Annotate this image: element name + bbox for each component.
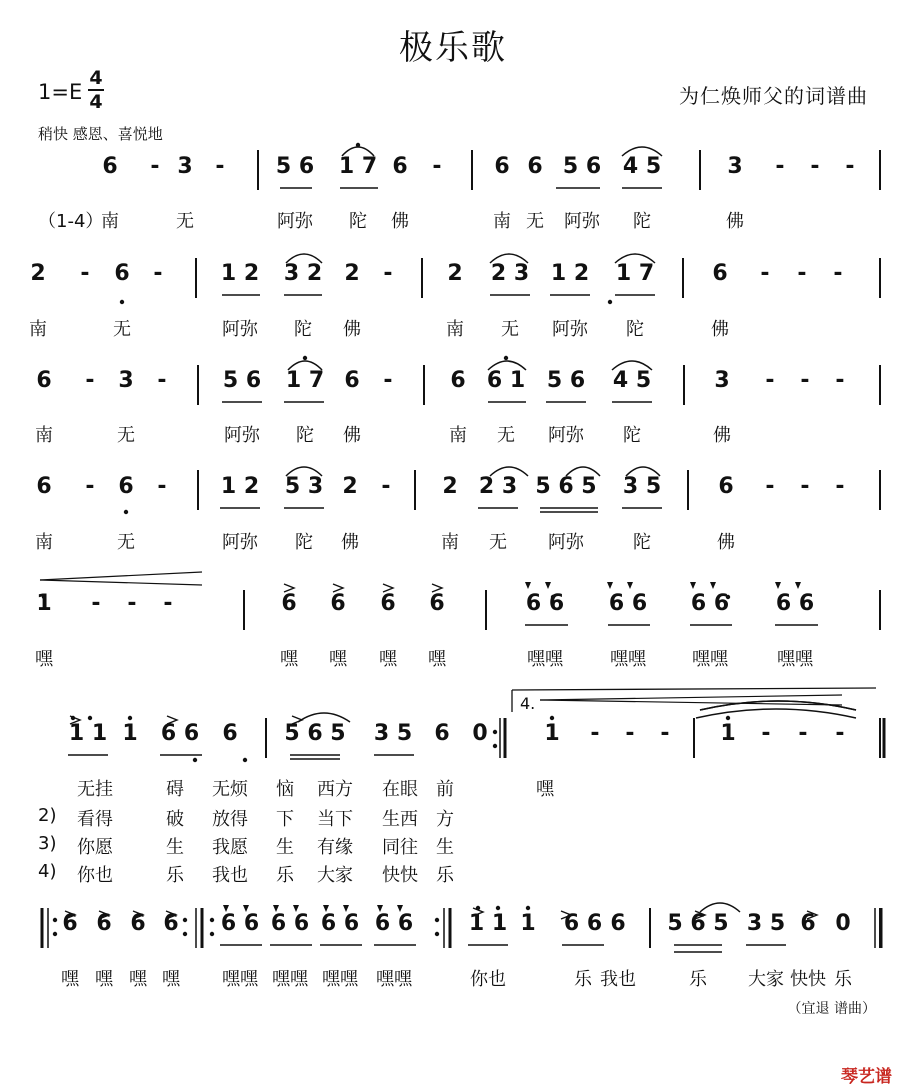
time-numerator: 4	[89, 67, 103, 89]
note: 1 1	[68, 721, 108, 746]
note: 6	[610, 911, 626, 936]
dash: -	[85, 368, 95, 393]
note: 6 6	[690, 591, 730, 616]
staccato-mark	[627, 582, 633, 589]
lyric-syllable: 无	[501, 319, 519, 340]
dash: -	[157, 368, 167, 393]
key-signature: 1=E	[38, 80, 83, 104]
crescendo-hairpin	[540, 700, 842, 705]
note: 6	[434, 721, 450, 746]
note: 5 6	[222, 368, 262, 393]
note: 6	[494, 154, 510, 179]
lyric-syllable: 陀	[626, 319, 644, 340]
lyric-syllable: 快快	[790, 969, 826, 990]
staccato-mark	[690, 582, 696, 589]
lyric-syllable: 无	[117, 532, 135, 553]
note: 6	[392, 154, 408, 179]
lyric-syllable: 陀	[633, 211, 651, 232]
lyric-syllable: 佛	[711, 319, 729, 340]
lyric-syllable: 南	[449, 425, 467, 446]
note: 1 7	[338, 154, 378, 179]
note: 6	[36, 368, 52, 393]
lyric-syllable: 大家	[748, 969, 784, 990]
dash: -	[383, 368, 393, 393]
note: 6 6	[374, 911, 414, 936]
lyric-syllable: 在眼	[382, 779, 418, 800]
lyric-syllable: 乐	[574, 969, 592, 990]
lyric-syllable: 嘿嘿	[692, 649, 728, 670]
lyric-syllable: 我愿	[212, 837, 248, 858]
lyric-syllable: 嘿	[95, 969, 113, 990]
note: 3	[118, 368, 134, 393]
lyric-syllable: 阿弥	[224, 425, 260, 446]
lyric-syllable: 无	[113, 319, 131, 340]
lyric-syllable: 3)	[38, 833, 57, 854]
octave-dot	[496, 906, 500, 910]
lyric-syllable: 阿弥	[548, 532, 584, 553]
song-title: 极乐歌	[399, 28, 507, 68]
staccato-mark	[775, 582, 781, 589]
dash: -	[91, 591, 101, 616]
lyric-syllable: 乐	[166, 865, 184, 886]
lyric-syllable: 南	[446, 319, 464, 340]
dash: -	[800, 474, 810, 499]
note: 6	[344, 368, 360, 393]
note: 6 6	[160, 721, 200, 746]
note: 2	[30, 261, 46, 286]
repeat-dot	[435, 918, 439, 922]
dash: -	[163, 591, 173, 616]
slur	[696, 709, 856, 718]
note: 6	[130, 911, 146, 936]
note: 1 2	[550, 261, 590, 286]
lyric-syllable: 佛	[343, 319, 361, 340]
lyric-syllable: 南	[493, 211, 511, 232]
octave-dot	[504, 356, 508, 360]
tempo-marking: 稍快 感恩、喜悦地	[38, 125, 163, 143]
note: 6 6	[563, 911, 603, 936]
dash: -	[800, 368, 810, 393]
note: 1 7	[285, 368, 325, 393]
note: 6	[718, 474, 734, 499]
octave-dot	[124, 510, 128, 514]
lyric-syllable: 阿弥	[277, 211, 313, 232]
note: 6 1	[486, 368, 526, 393]
dash: -	[215, 154, 225, 179]
octave-dot	[128, 716, 132, 720]
dash: -	[835, 474, 845, 499]
dash: -	[765, 474, 775, 499]
dash: -	[127, 591, 137, 616]
lyric-syllable: （1-4）	[38, 211, 104, 232]
lyric-syllable: 嘿	[280, 649, 298, 670]
note: 6	[114, 261, 130, 286]
note: 1	[720, 721, 736, 746]
lyric-syllable: 大家	[317, 865, 353, 886]
lyric-syllable: 嘿	[35, 649, 53, 670]
dash: -	[80, 261, 90, 286]
note: 5 6 5	[535, 474, 597, 499]
note: 3 5	[373, 721, 413, 746]
lyric-syllable: 南	[101, 211, 119, 232]
lyric-syllable: 乐	[834, 969, 852, 990]
note: 6	[222, 721, 238, 746]
lyric-syllable: 嘿嘿	[527, 649, 563, 670]
note: 6 6	[525, 591, 565, 616]
lyric-syllable: 阿弥	[548, 425, 584, 446]
lyric-syllable: 嘿嘿	[376, 969, 412, 990]
note: 6	[281, 591, 297, 616]
dash: -	[833, 261, 843, 286]
note: 1 1	[468, 911, 508, 936]
dash: -	[835, 721, 845, 746]
author-credit: 为仁焕师父的词谱曲	[679, 84, 868, 108]
lyric-syllable: 嘿	[129, 969, 147, 990]
note: 5 6 5	[667, 911, 729, 936]
lyric-syllable: 生	[276, 837, 294, 858]
octave-dot	[303, 356, 307, 360]
dash: -	[765, 368, 775, 393]
lyric-syllable: 下	[276, 809, 294, 830]
staccato-mark	[795, 582, 801, 589]
note: 0	[835, 911, 851, 936]
lyric-syllable: 有缘	[317, 837, 353, 858]
note: 3	[177, 154, 193, 179]
octave-dot	[193, 758, 197, 762]
note: 6 6	[320, 911, 360, 936]
site-logo: 琴艺谱	[841, 1067, 892, 1087]
dash: -	[150, 154, 160, 179]
volta-label: 4.	[520, 694, 536, 713]
lyric-syllable: 佛	[726, 211, 744, 232]
lyric-syllable: 无	[489, 532, 507, 553]
note: 6	[800, 911, 816, 936]
lyric-syllable: 嘿嘿	[610, 649, 646, 670]
lyric-syllable: 嘿	[61, 969, 79, 990]
lyric-syllable: 无挂	[77, 779, 113, 800]
lyric-syllable: 乐	[276, 865, 294, 886]
lyric-syllable: 无	[117, 425, 135, 446]
lyric-syllable: 陀	[349, 211, 367, 232]
note: 5 6	[562, 154, 602, 179]
staccato-mark	[525, 582, 531, 589]
lyric-syllable: 嘿	[428, 649, 446, 670]
dash: -	[590, 721, 600, 746]
note: 2	[342, 474, 358, 499]
lyric-syllable: 嘿	[379, 649, 397, 670]
note: 6	[118, 474, 134, 499]
lyric-syllable: 南	[35, 532, 53, 553]
lyric-syllable: 无	[526, 211, 544, 232]
dash: -	[810, 154, 820, 179]
lyric-syllable: 生	[166, 837, 184, 858]
note: 5 3	[284, 474, 324, 499]
note: 0	[472, 721, 488, 746]
lyric-syllable: 我也	[600, 969, 636, 990]
lyric-syllable: 佛	[713, 425, 731, 446]
repeat-dot	[435, 932, 439, 936]
note: 1	[520, 911, 536, 936]
dash: -	[761, 721, 771, 746]
lyric-syllable: 乐	[436, 865, 454, 886]
note: 6	[62, 911, 78, 936]
dash: -	[625, 721, 635, 746]
lyric-syllable: 嘿	[536, 779, 554, 800]
lyric-syllable: 陀	[623, 425, 641, 446]
lyric-syllable: 当下	[317, 809, 353, 830]
dash: -	[660, 721, 670, 746]
dash: -	[383, 261, 393, 286]
lyric-syllable: 南	[441, 532, 459, 553]
note: 6	[380, 591, 396, 616]
lyric-syllable: 快快	[382, 865, 418, 886]
note: 6 6	[220, 911, 260, 936]
note: 3 5	[746, 911, 786, 936]
lyric-syllable: 佛	[391, 211, 409, 232]
lyric-syllable: 阿弥	[552, 319, 588, 340]
octave-dot	[243, 758, 247, 762]
note: 2	[447, 261, 463, 286]
note: 6	[36, 474, 52, 499]
note: 1	[122, 721, 138, 746]
lyric-syllable: 阿弥	[222, 319, 258, 340]
staccato-mark	[607, 582, 613, 589]
note: 2	[344, 261, 360, 286]
lyric-syllable: 放得	[212, 809, 248, 830]
arranger-credit: （宜退 谱曲）	[787, 1001, 876, 1017]
note: 6 6	[270, 911, 310, 936]
lyric-syllable: 嘿	[162, 969, 180, 990]
note: 5 6	[275, 154, 315, 179]
note: 6	[163, 911, 179, 936]
lyric-syllable: 西方	[317, 779, 353, 800]
dash: -	[797, 261, 807, 286]
dash: -	[381, 474, 391, 499]
lyric-syllable: 4)	[38, 861, 57, 882]
note: 1	[544, 721, 560, 746]
note: 2 3	[490, 261, 530, 286]
crescendo-hairpin	[540, 695, 842, 700]
note: 1 2	[220, 261, 260, 286]
note: 4 5	[612, 368, 652, 393]
lyric-syllable: 嘿嘿	[322, 969, 358, 990]
lyric-syllable: 佛	[717, 532, 735, 553]
lyric-syllable: 佛	[341, 532, 359, 553]
octave-dot	[550, 716, 554, 720]
note: 6	[429, 591, 445, 616]
octave-dot	[526, 906, 530, 910]
lyric-syllable: 生	[436, 837, 454, 858]
octave-dot	[608, 300, 612, 304]
lyric-syllable: 阿弥	[222, 532, 258, 553]
lyric-syllable: 我也	[212, 865, 248, 886]
note: 6 6	[775, 591, 815, 616]
lyric-syllable: 陀	[294, 319, 312, 340]
lyric-syllable: 陀	[633, 532, 651, 553]
dash: -	[760, 261, 770, 286]
lyric-syllable: 南	[29, 319, 47, 340]
crescendo-hairpin	[40, 580, 202, 585]
note: 6 6	[608, 591, 648, 616]
lyric-syllable: 陀	[296, 425, 314, 446]
lyric-syllable: 嘿嘿	[272, 969, 308, 990]
lyric-syllable: 恼	[276, 779, 294, 800]
dash: -	[835, 368, 845, 393]
lyric-syllable: 生西	[382, 809, 418, 830]
note: 6	[330, 591, 346, 616]
lyric-syllable: 2)	[38, 805, 57, 826]
lyric-syllable: 破	[166, 809, 184, 830]
lyric-syllable: 方	[436, 809, 454, 830]
note: 5 6	[546, 368, 586, 393]
lyric-syllable: 阿弥	[564, 211, 600, 232]
lyric-syllable: 你也	[77, 865, 113, 886]
octave-dot	[120, 300, 124, 304]
note: 5 6 5	[284, 721, 346, 746]
octave-dot	[88, 716, 92, 720]
lyric-syllable: 看得	[77, 809, 113, 830]
crescendo-hairpin	[40, 572, 202, 580]
note: 6	[712, 261, 728, 286]
dash: -	[775, 154, 785, 179]
lyric-syllable: 乐	[689, 969, 707, 990]
staccato-mark	[545, 582, 551, 589]
lyric-syllable: 嘿嘿	[777, 649, 813, 670]
dash: -	[845, 154, 855, 179]
lyric-syllable: 陀	[295, 532, 313, 553]
lyric-syllable: 嘿	[329, 649, 347, 670]
note: 6	[96, 911, 112, 936]
note: 3 5	[622, 474, 662, 499]
note: 4 5	[622, 154, 662, 179]
note: 1	[36, 591, 52, 616]
note: 2 3	[478, 474, 518, 499]
note: 1 7	[615, 261, 655, 286]
octave-dot	[726, 716, 730, 720]
staccato-mark	[710, 582, 716, 589]
note: 3 2	[283, 261, 323, 286]
lyric-syllable: 无烦	[212, 779, 248, 800]
dash: -	[153, 261, 163, 286]
dash: -	[85, 474, 95, 499]
lyric-syllable: 同往	[382, 837, 418, 858]
lyric-syllable: 南	[35, 425, 53, 446]
dash: -	[157, 474, 167, 499]
lyric-syllable: 你也	[470, 969, 506, 990]
lyric-syllable: 无	[497, 425, 515, 446]
note: 2	[442, 474, 458, 499]
dash: -	[432, 154, 442, 179]
lyric-syllable: 嘿嘿	[222, 969, 258, 990]
note: 6	[102, 154, 118, 179]
time-denominator: 4	[89, 91, 103, 113]
note: 3	[714, 368, 730, 393]
lyric-syllable: 你愿	[77, 837, 113, 858]
note: 3	[727, 154, 743, 179]
lyric-syllable: 佛	[343, 425, 361, 446]
note: 6	[450, 368, 466, 393]
note: 6	[527, 154, 543, 179]
dash: -	[798, 721, 808, 746]
lyric-syllable: 前	[436, 779, 454, 800]
lyric-syllable: 碍	[166, 779, 184, 800]
note: 1 2	[220, 474, 260, 499]
lyric-syllable: 无	[176, 211, 194, 232]
volta-bracket	[512, 688, 876, 690]
